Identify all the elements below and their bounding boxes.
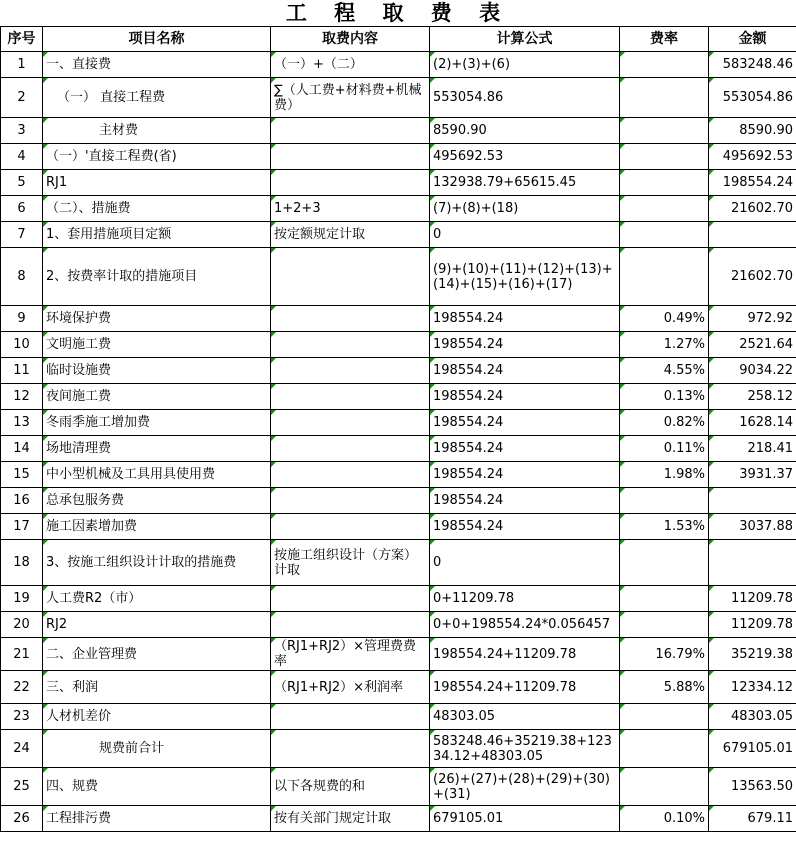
cell-amount: 11209.78: [709, 612, 796, 638]
cell-name: 施工因素增加费: [43, 514, 271, 540]
cell-formula: (9)+(10)+(11)+(12)+(13)+(14)+(15)+(16)+(17): [430, 248, 620, 306]
cell-rate: 0.49%: [620, 306, 709, 332]
header-name: 项目名称: [43, 27, 271, 52]
cell-content: [271, 170, 430, 196]
cell-name: 四、规费: [43, 768, 271, 806]
cell-name: （二）、措施费: [43, 196, 271, 222]
cell-seq: 24: [1, 730, 43, 768]
cell-amount: 12334.12: [709, 671, 796, 704]
cell-seq: 10: [1, 332, 43, 358]
cell-seq: 21: [1, 638, 43, 671]
cell-rate: [620, 196, 709, 222]
cell-rate: [620, 144, 709, 170]
table-row: [1, 78, 796, 118]
cell-formula: 0: [430, 540, 620, 586]
cell-rate: [620, 170, 709, 196]
cell-seq: 6: [1, 196, 43, 222]
table-row: [1, 118, 796, 144]
cell-rate: 0.82%: [620, 410, 709, 436]
cell-amount: 553054.86: [709, 78, 796, 118]
cell-content: [271, 612, 430, 638]
cell-rate: [620, 488, 709, 514]
cell-amount: 3037.88: [709, 514, 796, 540]
cell-name: 场地清理费: [43, 436, 271, 462]
header-amount: 金额: [709, 27, 796, 52]
table-row: [1, 248, 796, 306]
cell-seq: 9: [1, 306, 43, 332]
table-row: [1, 730, 796, 768]
cell-formula: 198554.24: [430, 384, 620, 410]
table-row: [1, 612, 796, 638]
cell-amount: 679105.01: [709, 730, 796, 768]
cell-seq: 3: [1, 118, 43, 144]
table-row: [1, 196, 796, 222]
cell-rate: [620, 586, 709, 612]
table-row: [1, 671, 796, 704]
cell-formula: 198554.24: [430, 436, 620, 462]
cell-amount: 258.12: [709, 384, 796, 410]
cell-seq: 4: [1, 144, 43, 170]
table-row: [1, 540, 796, 586]
cell-formula: 198554.24: [430, 410, 620, 436]
cell-name: 一、直接费: [43, 52, 271, 78]
cell-name: 2、按费率计取的措施项目: [43, 248, 271, 306]
cell-rate: [620, 704, 709, 730]
cell-content: [271, 586, 430, 612]
header-content: 取费内容: [271, 27, 430, 52]
cell-amount: 48303.05: [709, 704, 796, 730]
cell-rate: [620, 248, 709, 306]
table-row: [1, 704, 796, 730]
cell-formula: 198554.24: [430, 462, 620, 488]
cell-seq: 19: [1, 586, 43, 612]
cell-amount: 11209.78: [709, 586, 796, 612]
cell-formula: 48303.05: [430, 704, 620, 730]
cell-formula: 679105.01: [430, 806, 620, 832]
table-row: [1, 462, 796, 488]
cell-rate: 4.55%: [620, 358, 709, 384]
cell-formula: 198554.24: [430, 514, 620, 540]
table-row: [1, 170, 796, 196]
cell-name: 主材费: [43, 118, 271, 144]
cell-name: 中小型机械及工具用具使用费: [43, 462, 271, 488]
cell-content: [271, 358, 430, 384]
cell-content: [271, 704, 430, 730]
cell-name: 文明施工费: [43, 332, 271, 358]
header-seq: 序号: [1, 27, 43, 52]
cell-content: [271, 306, 430, 332]
cell-amount: 13563.50: [709, 768, 796, 806]
cell-content: [271, 118, 430, 144]
cell-seq: 11: [1, 358, 43, 384]
cell-amount: 8590.90: [709, 118, 796, 144]
table-body: [1, 52, 796, 832]
cell-content: （RJ1+RJ2）×管理费费率: [271, 638, 430, 671]
cell-amount: 21602.70: [709, 248, 796, 306]
cell-seq: 26: [1, 806, 43, 832]
cell-name: 冬雨季施工增加费: [43, 410, 271, 436]
cell-formula: 495692.53: [430, 144, 620, 170]
cell-formula: 8590.90: [430, 118, 620, 144]
table-row: [1, 144, 796, 170]
cell-content: [271, 410, 430, 436]
cell-name: 夜间施工费: [43, 384, 271, 410]
cell-seq: 7: [1, 222, 43, 248]
cell-rate: [620, 118, 709, 144]
cell-rate: 1.98%: [620, 462, 709, 488]
cell-formula: 198554.24: [430, 306, 620, 332]
cell-name: 二、企业管理费: [43, 638, 271, 671]
cell-seq: 2: [1, 78, 43, 118]
header-formula: 计算公式: [430, 27, 620, 52]
table-row: [1, 222, 796, 248]
cell-amount: [709, 222, 796, 248]
cell-name: 总承包服务费: [43, 488, 271, 514]
cell-seq: 13: [1, 410, 43, 436]
cell-rate: [620, 768, 709, 806]
cell-rate: [620, 540, 709, 586]
cell-formula: 132938.79+65615.45: [430, 170, 620, 196]
cell-formula: 198554.24: [430, 488, 620, 514]
cell-formula: (26)+(27)+(28)+(29)+(30)+(31): [430, 768, 620, 806]
cell-name: 环境保护费: [43, 306, 271, 332]
cell-rate: [620, 52, 709, 78]
table-row: [1, 306, 796, 332]
cell-rate: 5.88%: [620, 671, 709, 704]
cell-rate: [620, 222, 709, 248]
cell-amount: 583248.46: [709, 52, 796, 78]
cell-rate: [620, 730, 709, 768]
table-row: [1, 358, 796, 384]
fee-table: [0, 26, 796, 832]
cell-formula: 0+0+198554.24*0.056457: [430, 612, 620, 638]
cell-rate: 1.27%: [620, 332, 709, 358]
cell-amount: 972.92: [709, 306, 796, 332]
cell-name: 1、套用措施项目定额: [43, 222, 271, 248]
cell-name: 人材机差价: [43, 704, 271, 730]
cell-name: 规费前合计: [43, 730, 271, 768]
cell-content: （RJ1+RJ2）×利润率: [271, 671, 430, 704]
cell-seq: 18: [1, 540, 43, 586]
cell-seq: 22: [1, 671, 43, 704]
cell-rate: 1.53%: [620, 514, 709, 540]
cell-amount: 9034.22: [709, 358, 796, 384]
table-row: [1, 768, 796, 806]
cell-formula: 198554.24+11209.78: [430, 638, 620, 671]
cell-amount: 2521.64: [709, 332, 796, 358]
cell-content: 按施工组织设计（方案）计取: [271, 540, 430, 586]
cell-amount: 3931.37: [709, 462, 796, 488]
cell-seq: 1: [1, 52, 43, 78]
table-row: [1, 52, 796, 78]
cell-name: 三、利润: [43, 671, 271, 704]
table-row: [1, 410, 796, 436]
cell-seq: 25: [1, 768, 43, 806]
cell-seq: 17: [1, 514, 43, 540]
cell-rate: 0.13%: [620, 384, 709, 410]
cell-name: （一）'直接工程费(省): [43, 144, 271, 170]
cell-name: RJ2: [43, 612, 271, 638]
cell-content: [271, 248, 430, 306]
cell-name: 工程排污费: [43, 806, 271, 832]
cell-content: [271, 730, 430, 768]
cell-seq: 8: [1, 248, 43, 306]
cell-amount: 1628.14: [709, 410, 796, 436]
cell-formula: 0: [430, 222, 620, 248]
cell-seq: 15: [1, 462, 43, 488]
cell-seq: 14: [1, 436, 43, 462]
cell-rate: 0.11%: [620, 436, 709, 462]
table-row: [1, 488, 796, 514]
cell-content: 按定额规定计取: [271, 222, 430, 248]
cell-name: RJ1: [43, 170, 271, 196]
cell-seq: 20: [1, 612, 43, 638]
cell-amount: 218.41: [709, 436, 796, 462]
table-header: [1, 27, 796, 52]
cell-formula: (2)+(3)+(6): [430, 52, 620, 78]
cell-name: 临时设施费: [43, 358, 271, 384]
cell-content: [271, 384, 430, 410]
table-row: [1, 514, 796, 540]
table-row: [1, 384, 796, 410]
header-rate: 费率: [620, 27, 709, 52]
cell-content: 以下各规费的和: [271, 768, 430, 806]
cell-formula: 198554.24: [430, 358, 620, 384]
cell-formula: 198554.24+11209.78: [430, 671, 620, 704]
table-title: 工 程 取 费 表: [285, 0, 511, 25]
table-row: [1, 638, 796, 671]
cell-seq: 5: [1, 170, 43, 196]
cell-formula: 583248.46+35219.38+12334.12+48303.05: [430, 730, 620, 768]
cell-formula: 553054.86: [430, 78, 620, 118]
cell-amount: 679.11: [709, 806, 796, 832]
cell-formula: (7)+(8)+(18): [430, 196, 620, 222]
cell-formula: 0+11209.78: [430, 586, 620, 612]
cell-seq: 12: [1, 384, 43, 410]
cell-content: [271, 488, 430, 514]
cell-name: （一） 直接工程费: [43, 78, 271, 118]
cell-rate: [620, 78, 709, 118]
cell-content: [271, 462, 430, 488]
cell-amount: 495692.53: [709, 144, 796, 170]
cell-content: 1+2+3: [271, 196, 430, 222]
table-row: [1, 436, 796, 462]
cell-name: 3、按施工组织设计计取的措施费: [43, 540, 271, 586]
cell-amount: 35219.38: [709, 638, 796, 671]
cell-amount: [709, 540, 796, 586]
cell-rate: 16.79%: [620, 638, 709, 671]
cell-rate: [620, 612, 709, 638]
cell-content: [271, 514, 430, 540]
cell-content: （一）+（二）: [271, 52, 430, 78]
cell-amount: [709, 488, 796, 514]
cell-content: 按有关部门规定计取: [271, 806, 430, 832]
cell-amount: 198554.24: [709, 170, 796, 196]
table-row: [1, 586, 796, 612]
cell-amount: 21602.70: [709, 196, 796, 222]
cell-content: [271, 144, 430, 170]
table-row: [1, 332, 796, 358]
table-row: [1, 806, 796, 832]
cell-content: [271, 436, 430, 462]
cell-seq: 23: [1, 704, 43, 730]
cell-name: 人工费R2（市）: [43, 586, 271, 612]
cell-content: ∑（人工费+材料费+机械费）: [271, 78, 430, 118]
cell-seq: 16: [1, 488, 43, 514]
cell-formula: 198554.24: [430, 332, 620, 358]
cell-rate: 0.10%: [620, 806, 709, 832]
cell-content: [271, 332, 430, 358]
